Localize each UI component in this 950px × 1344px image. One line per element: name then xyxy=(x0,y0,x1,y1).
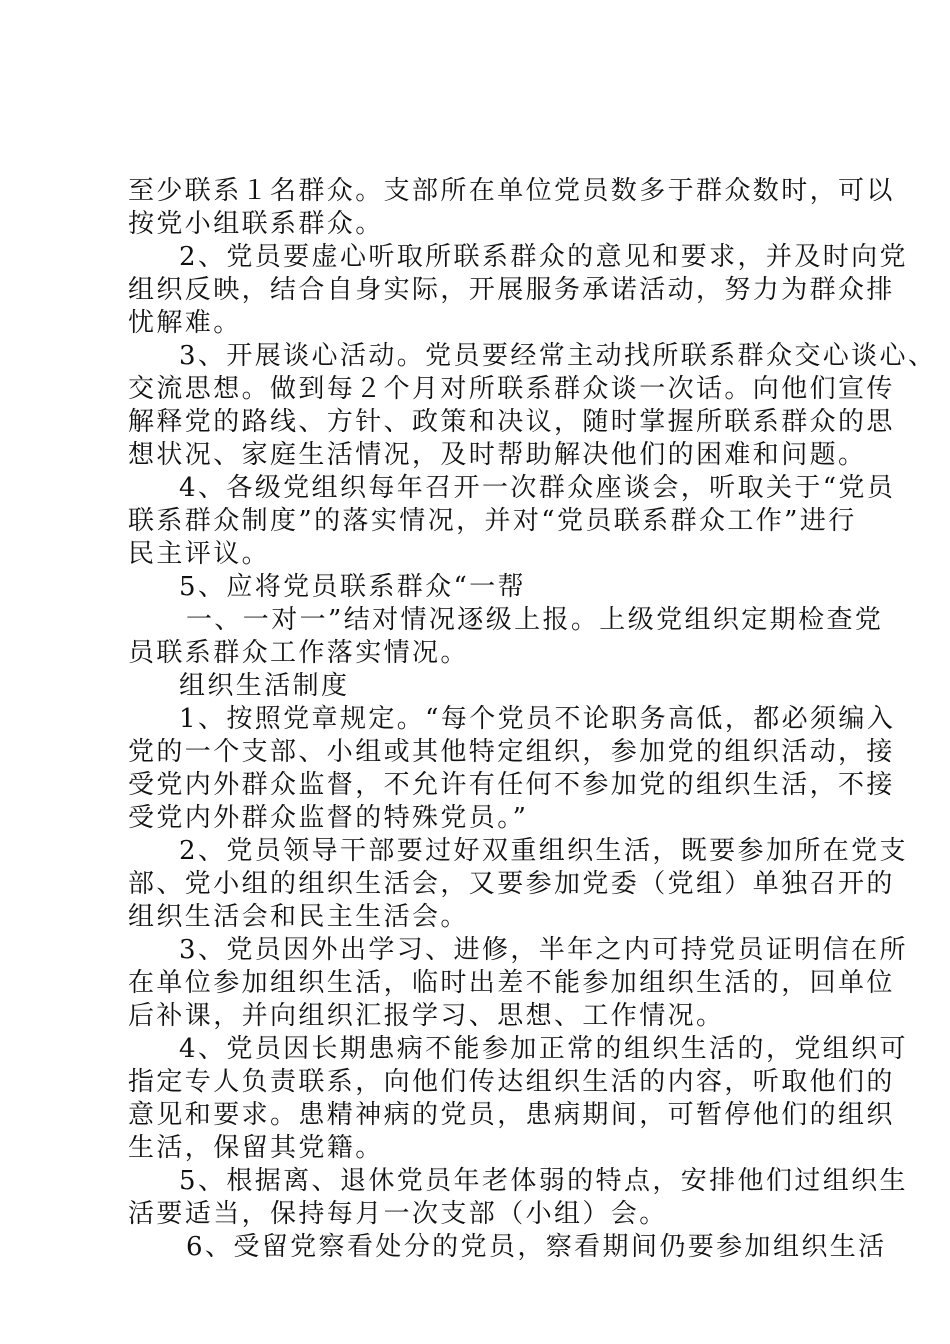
text-line: 受党内外群众监督，不允许有任何不参加党的组织生活，不接 xyxy=(128,770,895,800)
text-line: 联系群众制度”的落实情况，并对“党员联系群众工作”进行 xyxy=(128,506,857,536)
paragraph-4-start: 4、党员因长期患病不能参加正常的组织生活的，党组织可 xyxy=(179,1034,908,1064)
text-line: 组织生活会和民主生活会。 xyxy=(128,902,469,932)
text-line: 民主评议。 xyxy=(128,539,271,569)
text-line: 忧解难。 xyxy=(128,308,242,338)
paragraph-6-start: 6、受留党察看处分的党员，察看期间仍要参加组织生活 xyxy=(186,1232,887,1262)
text-line: 在单位参加组织生活，临时出差不能参加组织生活的，回单位 xyxy=(128,968,895,998)
text-line: 部、党小组的组织生活会，又要参加党委（党组）单独召开的 xyxy=(128,869,895,899)
paragraph-2-start: 2、党员要虚心听取所联系群众的意见和要求，并及时向党 xyxy=(179,242,908,272)
text-line: 交流思想。做到每２个月对所联系群众谈一次话。向他们宣传 xyxy=(128,374,895,404)
text-line: 解释党的路线、方针、政策和决议，随时掌握所联系群众的思 xyxy=(128,407,895,437)
text-line: 一、一对一”结对情况逐级上报。上级党组织定期检查党 xyxy=(186,605,884,635)
text-line: 想状况、家庭生活情况，及时帮助解决他们的困难和问题。 xyxy=(128,440,867,470)
text-line: 员联系群众工作落实情况。 xyxy=(128,638,469,668)
text-line: 党的一个支部、小组或其他特定组织，参加党的组织活动，接 xyxy=(128,737,895,767)
paragraph-2-start: 2、党员领导干部要过好双重组织生活，既要参加所在党支 xyxy=(179,836,908,866)
text-line: 至少联系１名群众。支部所在单位党员数多于群众数时，可以 xyxy=(128,176,895,206)
paragraph-3-start: 3、开展谈心活动。党员要经常主动找所联系群众交心谈心、 xyxy=(179,341,937,371)
text-line: 意见和要求。患精神病的党员，患病期间，可暂停他们的组织 xyxy=(128,1100,895,1130)
paragraph-4-start: 4、各级党组织每年召开一次群众座谈会，听取关于“党员 xyxy=(179,473,896,503)
text-line: 组织反映，结合自身实际，开展服务承诺活动，努力为群众排 xyxy=(128,275,895,305)
paragraph-3-start: 3、党员因外出学习、进修，半年之内可持党员证明信在所 xyxy=(179,935,908,965)
paragraph-1-start: 1、按照党章规定。“每个党员不论职务高低，都必须编入 xyxy=(179,704,896,734)
text-line: 指定专人负责联系，向他们传达组织生活的内容，听取他们的 xyxy=(128,1067,895,1097)
paragraph-5-start: 5、应将党员联系群众“一帮 xyxy=(179,572,527,602)
paragraph-5-start: 5、根据离、退休党员年老体弱的特点，安排他们过组织生 xyxy=(179,1166,908,1196)
text-line: 生活，保留其党籍。 xyxy=(128,1133,384,1163)
text-line: 活要适当，保持每月一次支部（小组）会。 xyxy=(128,1199,668,1229)
section-heading: 组织生活制度 xyxy=(179,671,350,701)
text-line: 受党内外群众监督的特殊党员。” xyxy=(128,803,529,833)
text-line: 后补课，并向组织汇报学习、思想、工作情况。 xyxy=(128,1001,725,1031)
text-line: 按党小组联系群众。 xyxy=(128,209,384,239)
